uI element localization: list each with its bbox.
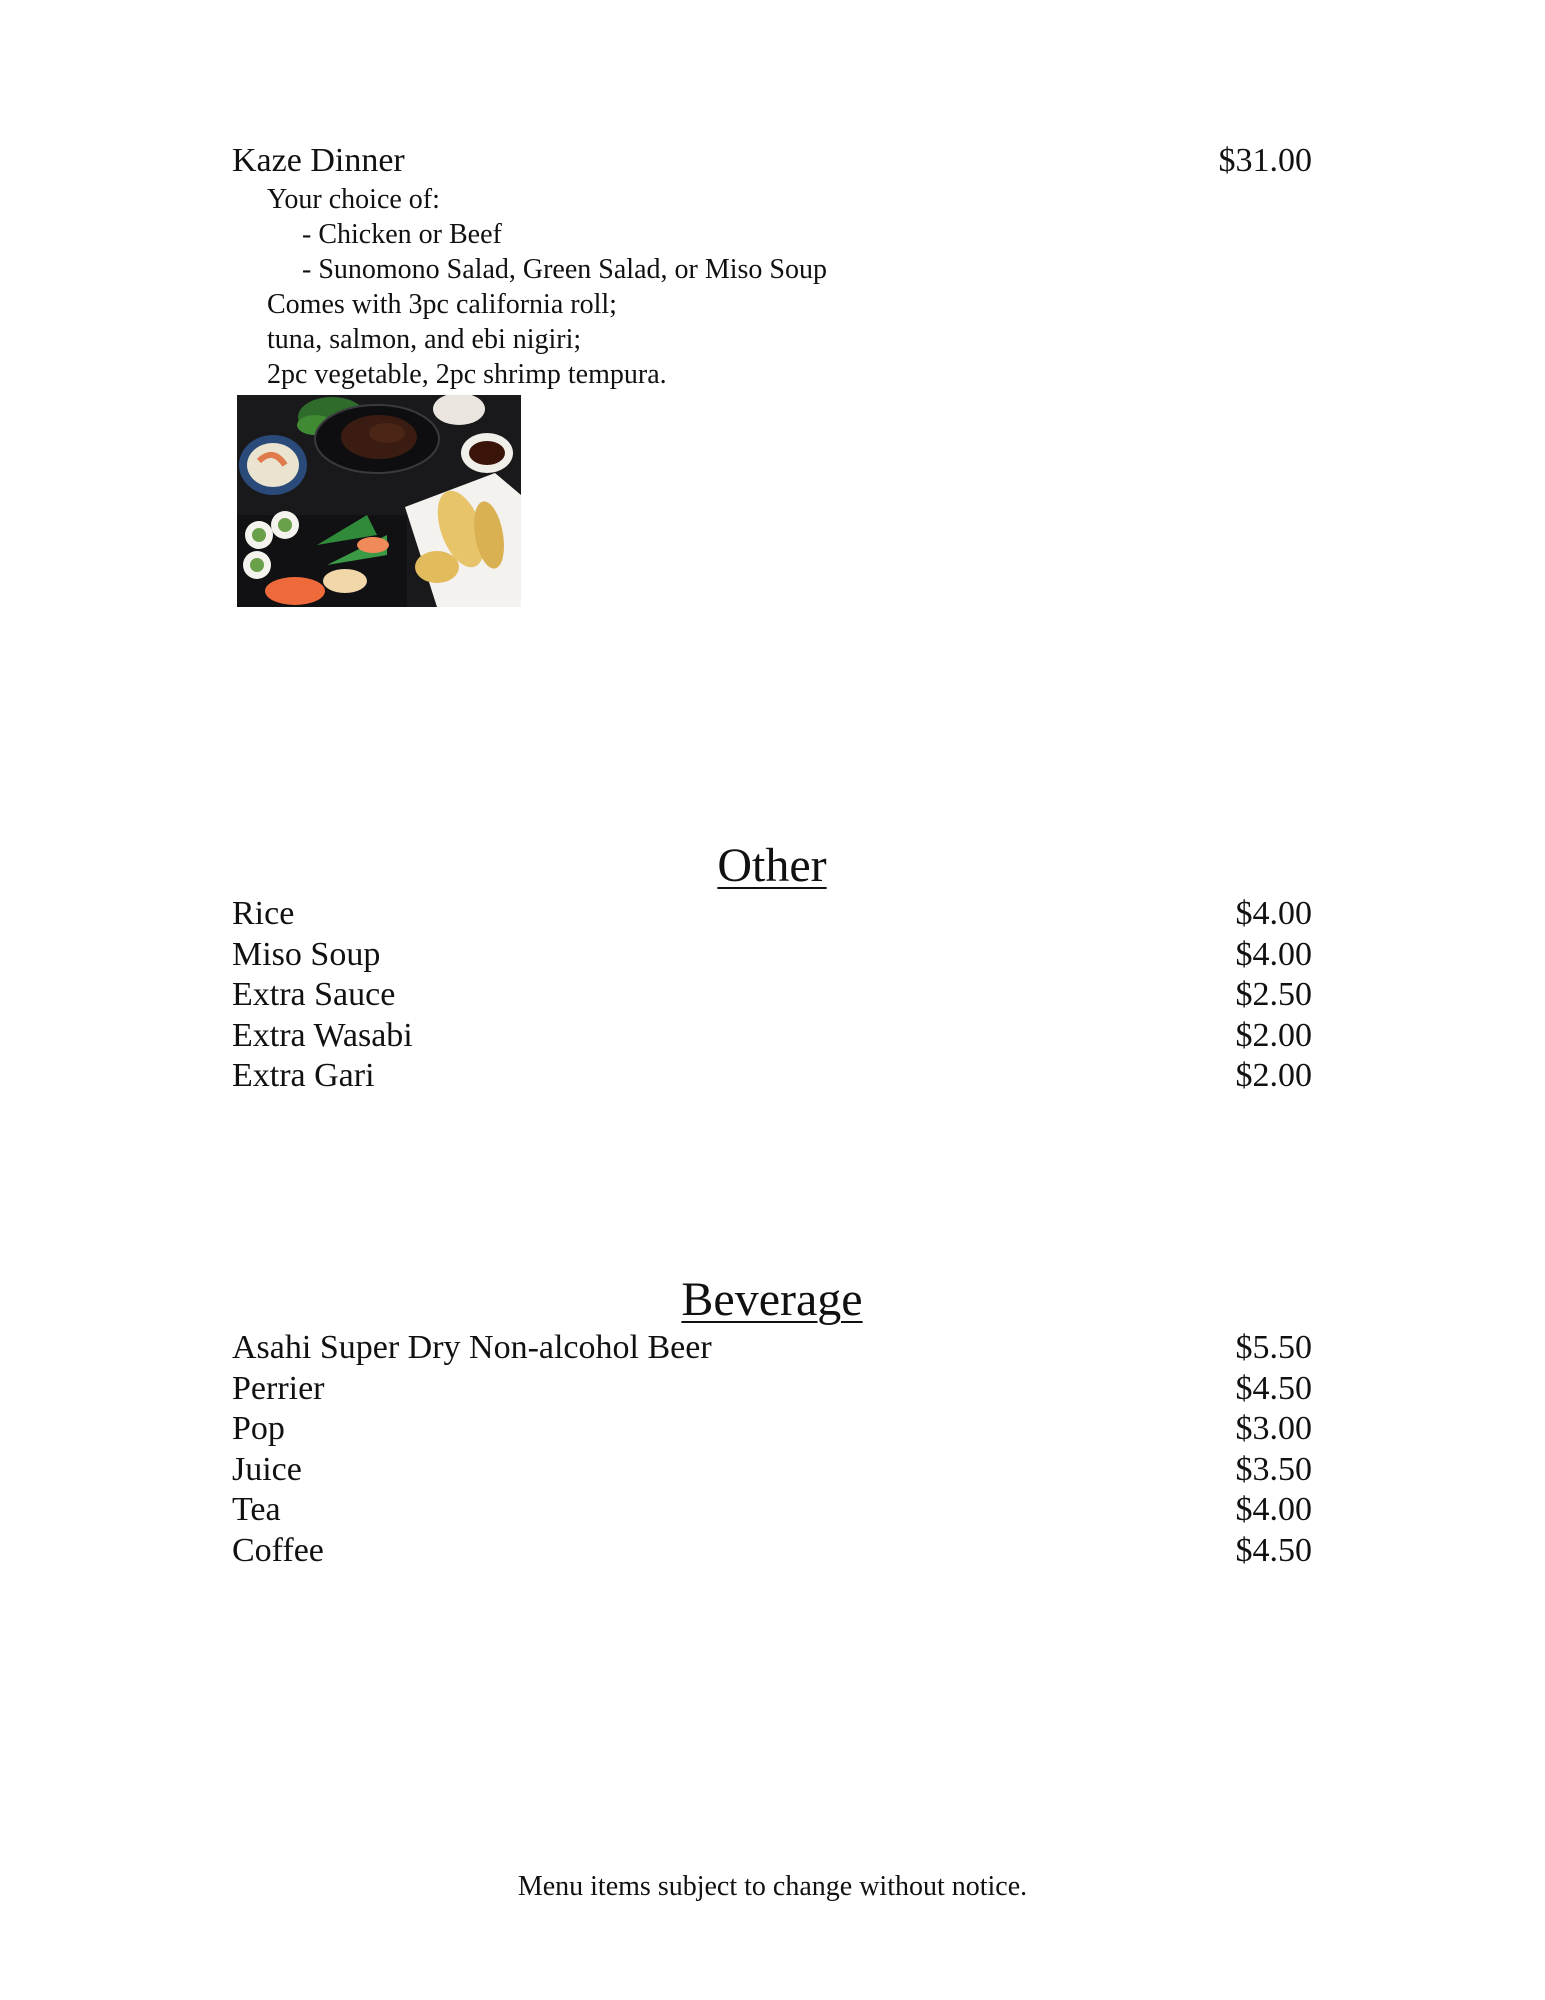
menu-item-price: $2.50 (1235, 976, 1312, 1013)
menu-item (232, 1490, 1312, 1531)
includes-line: tuna, salmon, and ebi nigiri; (267, 324, 582, 355)
menu-item-price: $2.00 (1235, 1057, 1312, 1094)
menu-item-price: $4.00 (1235, 935, 1312, 973)
menu-item (232, 1328, 1312, 1369)
menu-item-name: Extra Wasabi (232, 1016, 413, 1054)
menu-item (232, 975, 1312, 1016)
section-beverage (232, 1272, 1312, 1571)
includes-line: Comes with 3pc california roll; (267, 289, 617, 320)
choice-option: - Sunomono Salad, Green Salad, or Miso Soup (302, 254, 827, 285)
featured-item-kaze-dinner (232, 140, 1312, 392)
menu-item (232, 1531, 1312, 1572)
choice-option: - Chicken or Beef (302, 219, 502, 250)
includes-line: 2pc vegetable, 2pc shrimp tempura. (267, 359, 667, 390)
featured-item-header (232, 140, 1312, 182)
menu-item (232, 1056, 1312, 1097)
menu-item-name: Perrier (232, 1369, 325, 1407)
section-other (232, 838, 1312, 1097)
menu-item-price: $3.50 (1235, 1450, 1312, 1488)
menu-item-price: $4.00 (1235, 895, 1312, 932)
menu-item-name: Tea (232, 1491, 281, 1528)
menu-item-name: Miso Soup (232, 935, 381, 973)
menu-item-name: Coffee (232, 1531, 324, 1569)
choice-intro: Your choice of: (267, 184, 440, 215)
menu-item-name: Extra Sauce (232, 976, 396, 1013)
featured-item-price: $31.00 (1218, 142, 1312, 179)
menu-item (232, 1016, 1312, 1057)
menu-item-price: $2.00 (1235, 1016, 1312, 1054)
section-title: Beverage (681, 1273, 863, 1326)
menu-item-price: $4.00 (1235, 1491, 1312, 1528)
menu-item (232, 1409, 1312, 1450)
footer-disclaimer: Menu items subject to change without notice. (517, 1871, 1028, 1902)
menu-item-name: Rice (232, 895, 295, 932)
menu-item-name: Pop (232, 1410, 285, 1447)
menu-item-price: $5.50 (1235, 1329, 1312, 1366)
section-title: Other (717, 839, 827, 892)
menu-item (232, 894, 1312, 935)
menu-item (232, 1369, 1312, 1410)
menu-item-name: Juice (232, 1450, 302, 1488)
menu-item-name: Extra Gari (232, 1057, 375, 1094)
menu-item (232, 1450, 1312, 1491)
menu-item-price: $3.00 (1235, 1410, 1312, 1447)
menu-item-name: Asahi Super Dry Non-alcohol Beer (232, 1329, 712, 1366)
menu-item-price: $4.50 (1235, 1531, 1312, 1569)
menu-item-price: $4.50 (1235, 1369, 1312, 1407)
menu-item (232, 935, 1312, 976)
featured-item-name: Kaze Dinner (232, 142, 405, 179)
kaze-dinner-photo (237, 395, 521, 607)
